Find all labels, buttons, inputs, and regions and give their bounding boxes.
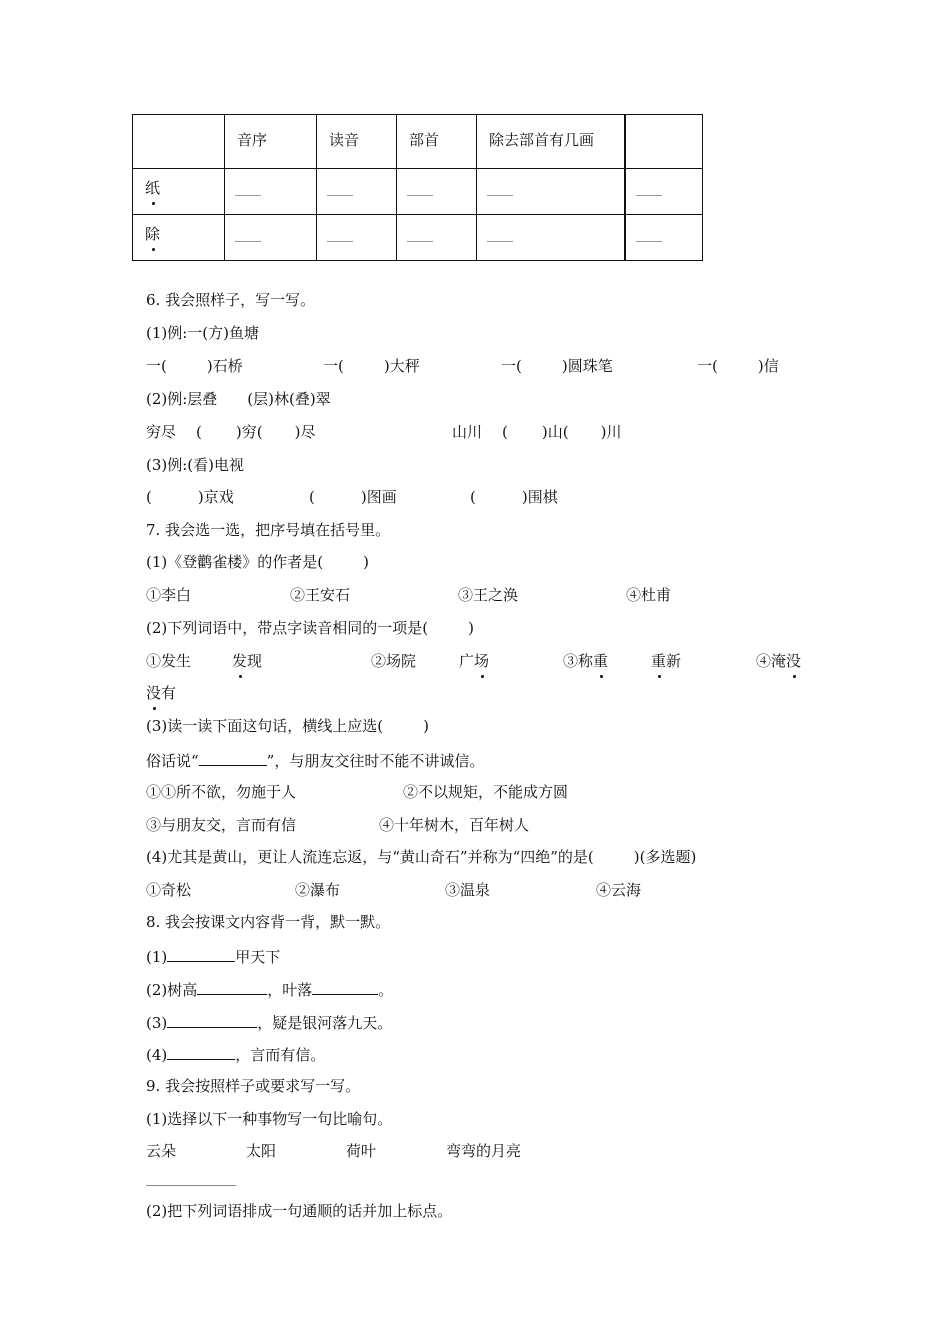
q7-option: ①奇松 bbox=[146, 881, 192, 899]
q9-word: 太阳 bbox=[246, 1142, 277, 1160]
q7-option: ①①所不欲，勿施于人 bbox=[146, 783, 297, 801]
answer-blank[interactable] bbox=[197, 978, 267, 995]
answer-blank[interactable] bbox=[625, 215, 703, 261]
table-header-cell: 音序 bbox=[225, 115, 317, 169]
q8-line: (4) ，言而有信。 bbox=[146, 1043, 325, 1065]
q6-item: 穷尽 ( )穷( )尽 bbox=[146, 423, 316, 441]
q7-option: ③温泉 bbox=[445, 881, 491, 899]
q7-option: ②瀑布 bbox=[295, 881, 341, 899]
q7-option: 重新 bbox=[651, 652, 682, 670]
answer-line[interactable] bbox=[146, 1185, 236, 1186]
q9-title: 9. 我会按照样子或要求写一写。 bbox=[146, 1077, 361, 1095]
character-table bbox=[132, 114, 703, 261]
answer-blank[interactable] bbox=[317, 215, 397, 261]
q7-option: ②王安石 bbox=[290, 586, 351, 604]
q8-title: 8. 我会按课文内容背一背，默一默。 bbox=[146, 913, 391, 931]
answer-blank[interactable] bbox=[477, 215, 625, 261]
q6-part2-example: (2)例:层叠 (层)林(叠)翠 bbox=[146, 390, 331, 408]
q6-item: 一( )信 bbox=[697, 357, 779, 375]
table-row-char: 除 bbox=[133, 215, 225, 261]
q6-part3-example: (3)例:(看)电视 bbox=[146, 456, 245, 474]
q6-item: 一( )圆珠笔 bbox=[501, 357, 613, 375]
q6-item: 山川 ( )山( )川 bbox=[452, 423, 622, 441]
q7-sub3-sentence: 俗话说“ ”，与朋友交往时不能不讲诚信。 bbox=[146, 749, 484, 771]
q7-option: ③王之涣 bbox=[458, 586, 519, 604]
table-row-char: 纸 bbox=[133, 169, 225, 215]
q9-part1: (1)选择以下一种事物写一句比喻句。 bbox=[146, 1110, 393, 1128]
answer-blank[interactable] bbox=[199, 749, 267, 766]
answer-blank[interactable] bbox=[312, 978, 378, 995]
q7-option: ③称重 bbox=[563, 652, 609, 670]
q7-option: ②场院 bbox=[371, 652, 417, 670]
q6-item: ( )图画 bbox=[309, 488, 397, 506]
q6-part1-example: (1)例:一(方)鱼塘 bbox=[146, 324, 260, 342]
answer-blank[interactable] bbox=[167, 945, 235, 962]
q9-part2: (2)把下列词语排成一句通顺的话并加上标点。 bbox=[146, 1202, 453, 1220]
q7-sub2: (2)下列词语中，带点字读音相同的一项是( ) bbox=[146, 619, 474, 637]
q7-option: 没有 bbox=[146, 684, 177, 702]
q9-word: 云朵 bbox=[146, 1142, 177, 1160]
table-header-cell bbox=[625, 115, 703, 169]
q9-word: 荷叶 bbox=[346, 1142, 377, 1160]
q8-line: (2)树高 ，叶落 。 bbox=[146, 978, 393, 1000]
q7-option: ③与朋友交，言而有信 bbox=[146, 816, 297, 834]
q6-item: ( )围棋 bbox=[470, 488, 558, 506]
q7-option: ④淹没 bbox=[756, 652, 802, 670]
q6-title: 6. 我会照样子，写一写。 bbox=[146, 291, 316, 309]
q6-item: ( )京戏 bbox=[146, 488, 234, 506]
q8-line: (1) 甲天下 bbox=[146, 945, 280, 967]
table-header-cell: 读音 bbox=[317, 115, 397, 169]
table-header-row bbox=[133, 115, 703, 169]
answer-blank[interactable] bbox=[167, 1043, 235, 1060]
q7-option: ④十年树木，百年树人 bbox=[379, 816, 530, 834]
table-row bbox=[133, 169, 703, 215]
q7-sub4: (4)尤其是黄山，更让人流连忘返，与“黄山奇石”并称为“四绝”的是( )(多选题) bbox=[146, 848, 697, 866]
answer-blank[interactable] bbox=[397, 215, 477, 261]
table-row bbox=[133, 215, 703, 261]
answer-blank[interactable] bbox=[625, 169, 703, 215]
q7-option: ④杜甫 bbox=[626, 586, 672, 604]
q7-option: 发现 bbox=[232, 652, 263, 670]
q7-option: ④云海 bbox=[596, 881, 642, 899]
answer-blank[interactable] bbox=[477, 169, 625, 215]
q7-sub1: (1)《登鹳雀楼》的作者是( ) bbox=[146, 553, 369, 571]
answer-blank[interactable] bbox=[225, 215, 317, 261]
q7-option: ①发生 bbox=[146, 652, 192, 670]
table-header-cell: 部首 bbox=[397, 115, 477, 169]
answer-blank[interactable] bbox=[167, 1011, 257, 1028]
answer-blank[interactable] bbox=[225, 169, 317, 215]
q6-item: 一( )大秤 bbox=[323, 357, 420, 375]
q7-title: 7. 我会选一选，把序号填在括号里。 bbox=[146, 521, 391, 539]
answer-blank[interactable] bbox=[397, 169, 477, 215]
q6-item: 一( )石桥 bbox=[146, 357, 243, 375]
table-header-cell bbox=[133, 115, 225, 169]
q7-option: ②不以规矩，不能成方圆 bbox=[403, 783, 569, 801]
table-header-cell: 除去部首有几画 bbox=[477, 115, 625, 169]
q9-word: 弯弯的月亮 bbox=[446, 1142, 522, 1160]
q8-line: (3) ，疑是银河落九天。 bbox=[146, 1011, 392, 1033]
q7-option: 广场 bbox=[459, 652, 490, 670]
q7-sub3: (3)读一读下面这句话，横线上应选( ) bbox=[146, 717, 429, 735]
answer-blank[interactable] bbox=[317, 169, 397, 215]
q7-option: ①李白 bbox=[146, 586, 192, 604]
